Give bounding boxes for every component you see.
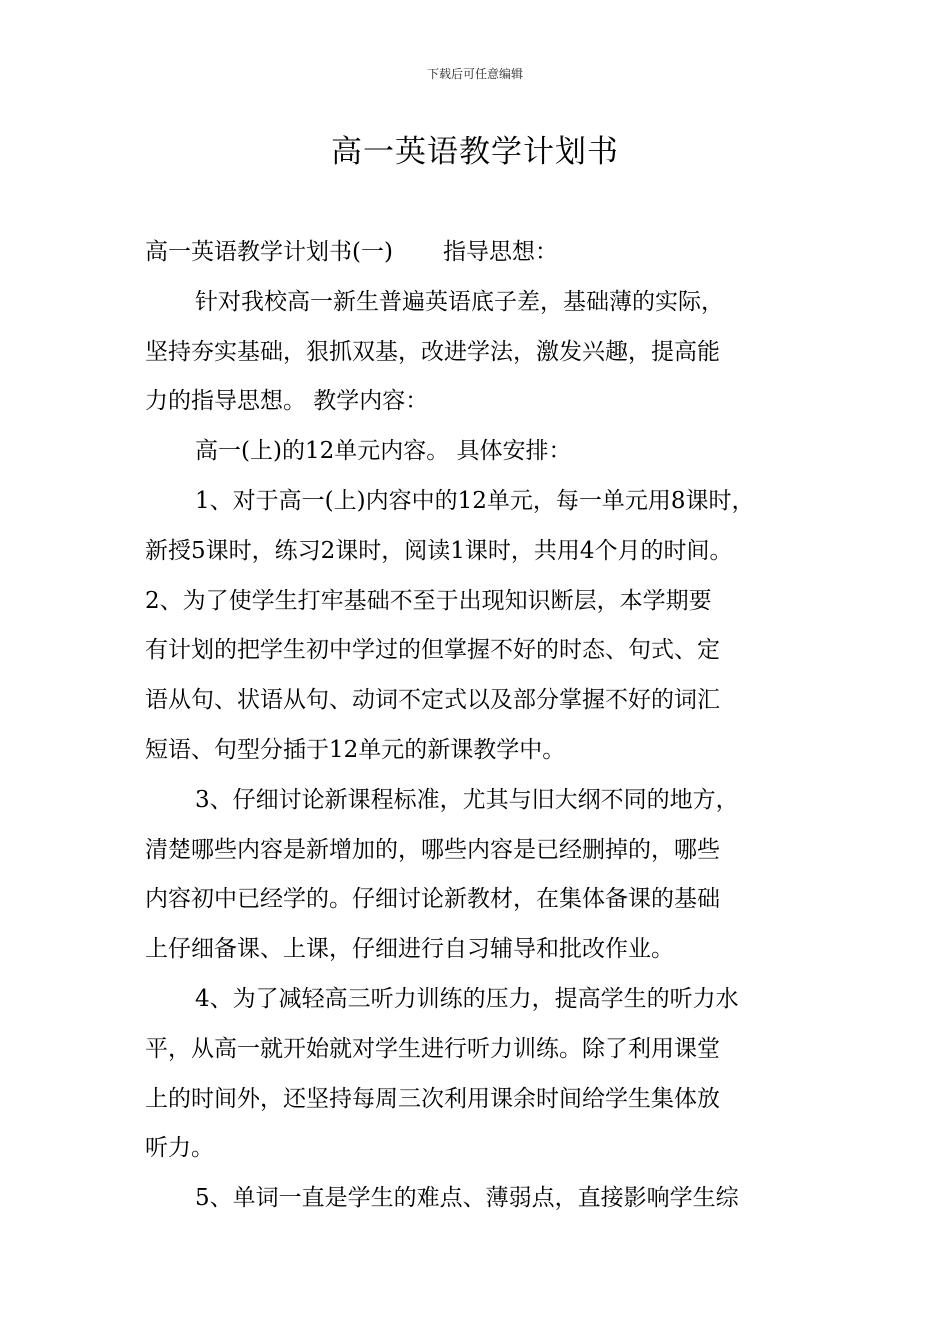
body-line: 力的指导思想。 教学内容： — [145, 388, 429, 415]
body-line: 语从句、状语从句、动词不定式以及部分掌握不好的词汇 — [145, 687, 720, 714]
body-line: 4、为了减轻高三听力训练的压力，提高学生的听力水 — [195, 985, 739, 1012]
body-line: 针对我校高一新生普遍英语底子差，基础薄的实际， — [195, 288, 724, 315]
body-line: 上仔细备课、上课，仔细进行自习辅导和批改作业。 — [145, 936, 674, 963]
section-heading: 高一英语教学计划书(一) — [145, 239, 393, 265]
body-line: 1、对于高一(上)内容中的12单元，每一单元用8课时， — [195, 487, 755, 514]
body-line: 2、为了使学生打牢基础不至于出现知识断层，本学期要 — [145, 587, 712, 614]
body-line: 5、单词一直是学生的难点、薄弱点，直接影响学生综 — [195, 1185, 739, 1212]
body-line: 有计划的把学生初中学过的但掌握不好的时态、句式、定 — [145, 637, 720, 664]
document-title: 高一英语教学计划书 — [331, 134, 619, 170]
body-line: 高一(上)的12单元内容。 具体安排： — [195, 438, 572, 465]
body-line: 清楚哪些内容是新增加的，哪些内容是已经删掉的，哪些 — [145, 836, 720, 863]
body-line: 平，从高一就开始就对学生进行听力训练。除了利用课堂 — [145, 1035, 720, 1062]
body-line: 新授5课时，练习2课时，阅读1课时，共用4个月的时间。 — [145, 537, 733, 564]
body-line: 3、仔细讨论新课程标准，尤其与旧大纲不同的地方， — [195, 786, 739, 813]
body-line — [145, 228, 810, 278]
subheading: 指导思想： — [442, 239, 558, 265]
header-note: 下载后可任意编辑 — [426, 67, 523, 81]
document-body — [145, 228, 810, 1224]
body-line: 坚持夯实基础，狠抓双基，改进学法，激发兴趣，提高能 — [145, 338, 720, 365]
body-line: 上的时间外，还坚持每周三次利用课余时间给学生集体放 — [145, 1085, 720, 1112]
body-line: 内容初中已经学的。仔细讨论新教材，在集体备课的基础 — [145, 886, 720, 913]
body-line: 听力。 — [145, 1135, 214, 1162]
body-line: 短语、句型分插于12单元的新课教学中。 — [145, 736, 566, 763]
